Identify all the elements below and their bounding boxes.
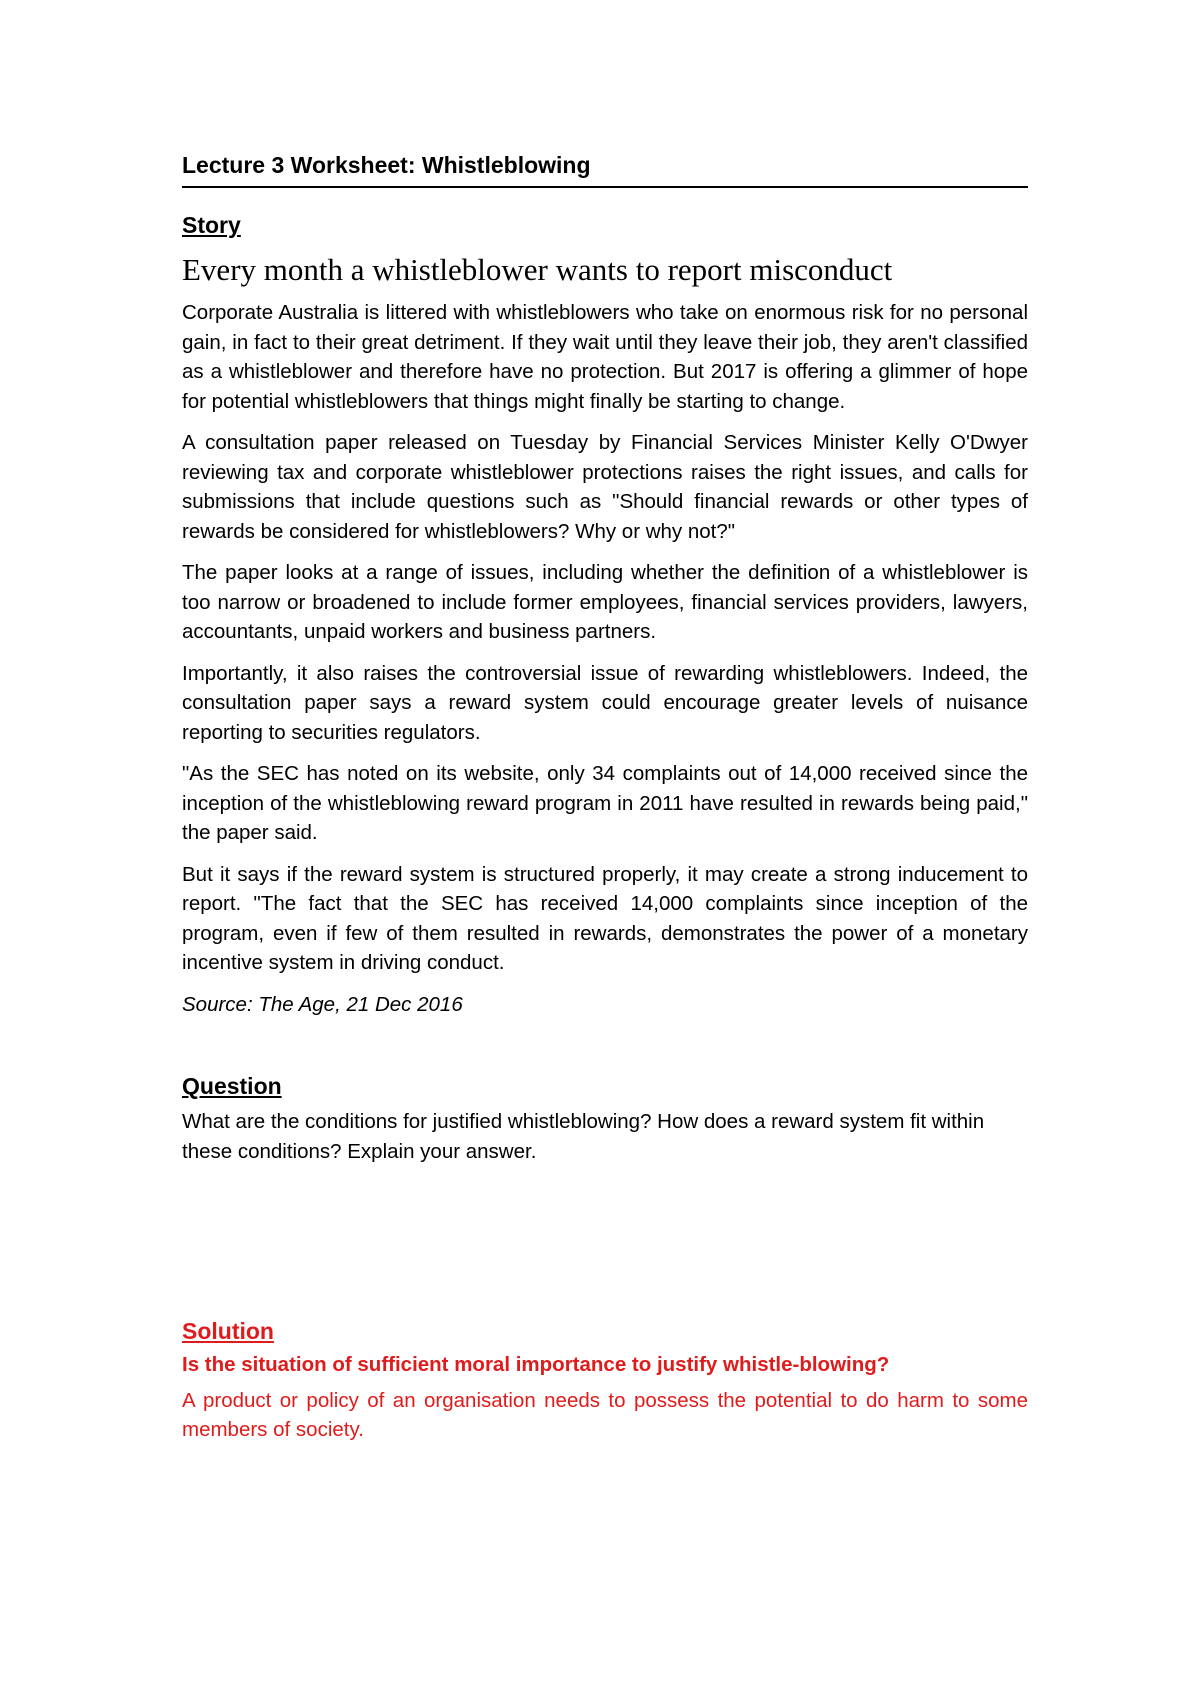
story-paragraph-2: A consultation paper released on Tuesday by Financial Services Minister Kelly O'Dwyer reviewing tax and corporate whistleblower protections raises the right issues, and calls for submissions that include questions such as "Should financial rewards or other types of rewards be considered for whistleblowers? Why or why not?" — [182, 431, 1028, 543]
worksheet-page — [182, 150, 1028, 1445]
solution-answer: A product or policy of an organisation needs to possess the potential to do harm to some members of society. — [182, 1388, 1028, 1441]
solution-section — [182, 1316, 1028, 1445]
question-heading: Question — [182, 1073, 282, 1099]
solution-heading: Solution — [182, 1318, 274, 1344]
solution-question: Is the situation of sufficient moral importance to justify whistle-blowing? — [182, 1353, 890, 1376]
story-paragraph-4: Importantly, it also raises the controversial issue of rewarding whistleblowers. Indeed, the consultation paper says a reward system could encourage greater levels of nuisance reporting to securities regulators. — [182, 661, 1028, 744]
story-paragraph-5: "As the SEC has noted on its website, only 34 complaints out of 14,000 received since the inception of the whistleblowing reward program in 2011 have resulted in rewards being paid," the paper said. — [182, 762, 1028, 844]
story-source: Source: The Age, 21 Dec 2016 — [182, 992, 463, 1016]
story-heading: Story — [182, 212, 241, 238]
article-headline: Every month a whistleblower wants to report misconduct — [182, 252, 893, 287]
story-paragraph-1: Corporate Australia is littered with whistleblowers who take on enormous risk for no personal gain, in fact to their great detriment. If they wait until they leave their job, they aren't classified as a whistleblower and therefore have no protection. But 2017 is offering a glimmer of hope for potential whistleblowers that things might finally be starting to change. — [182, 301, 1028, 413]
story-paragraph-3: The paper looks at a range of issues, including whether the definition of a whistleblower is too narrow or broadened to include former employees, financial services providers, lawyers, accountants, unpaid workers and business partners. — [182, 561, 1028, 643]
question-text: What are the conditions for justified whistleblowing? How does a reward system fit within these conditions? Explain your answer. — [182, 1110, 985, 1163]
document-title: Lecture 3 Worksheet: Whistleblowing — [182, 150, 1028, 188]
story-paragraph-6: But it says if the reward system is structured properly, it may create a strong inducement to report. "The fact that the SEC has received 14,000 complaints since inception of the program, even if few of them resulted in rewards, demonstrates the power of a monetary incentive system in driving conduct. — [182, 862, 1028, 974]
